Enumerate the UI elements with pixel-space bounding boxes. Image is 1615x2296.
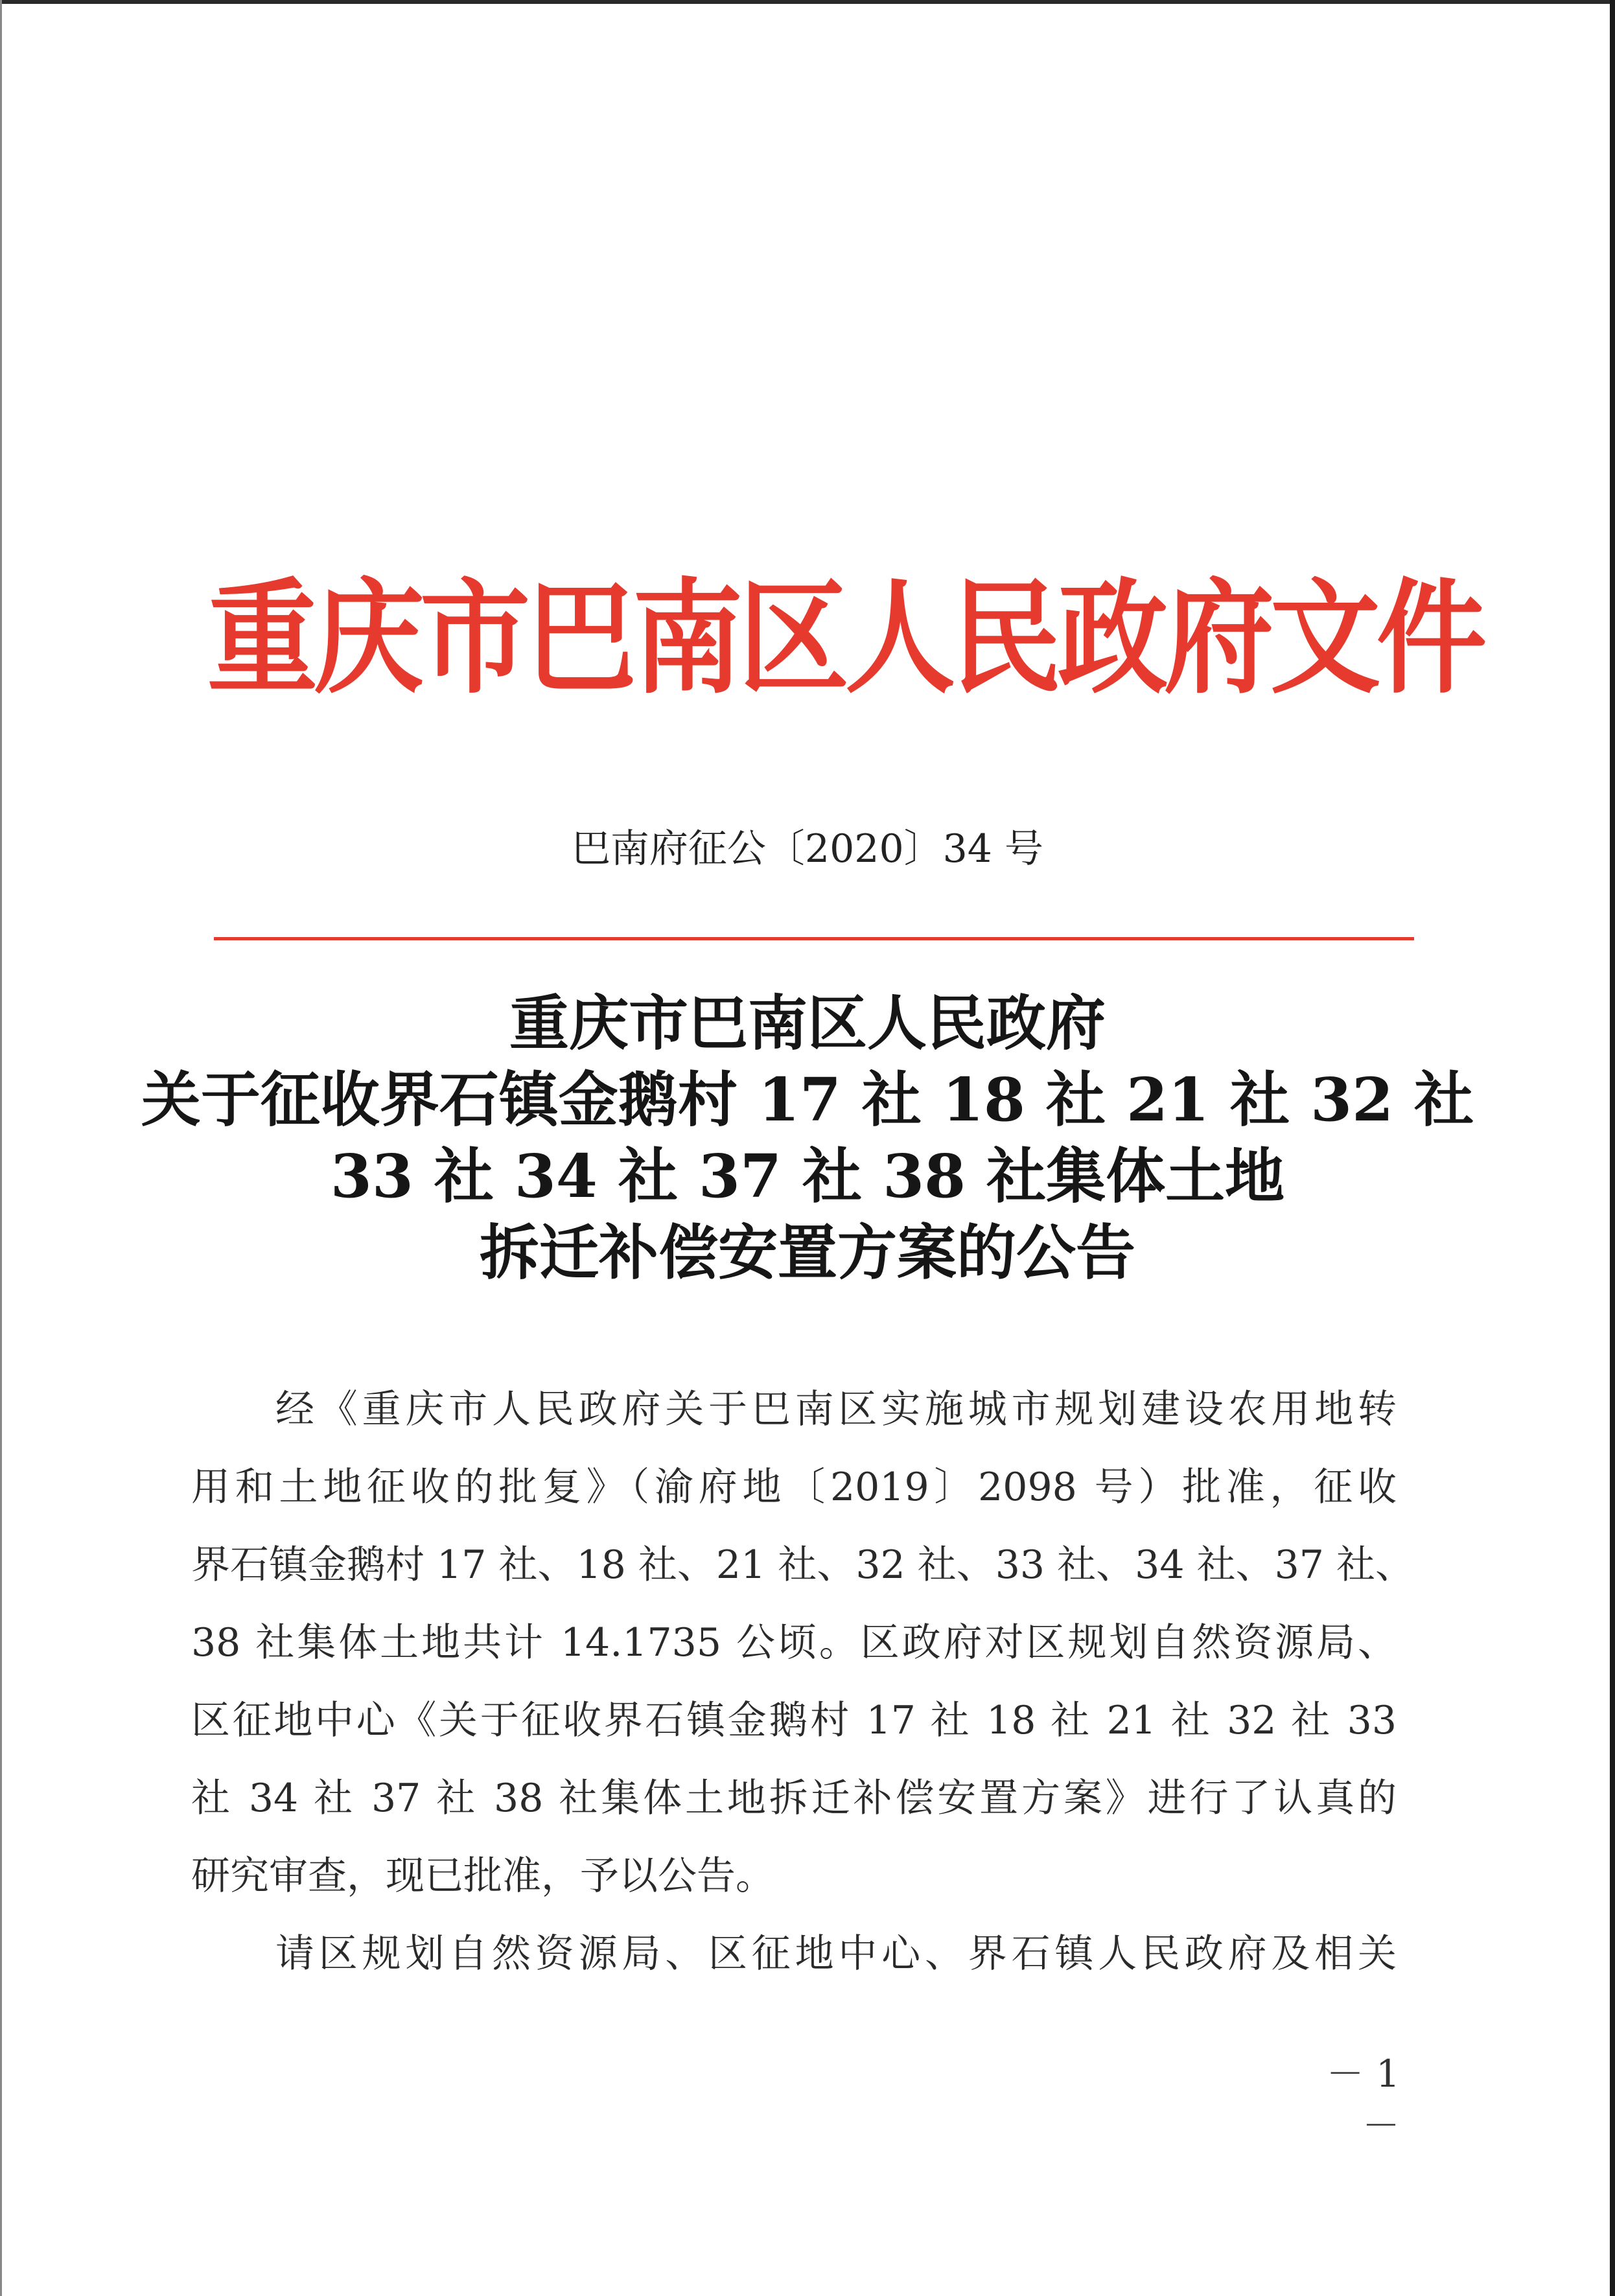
title-line: 关于征收界石镇金鹅村 17 社 18 社 21 社 32 社 xyxy=(141,1065,1474,1135)
body-line: 研究审查，现已批准，予以公告。 xyxy=(191,1853,774,1899)
page-number: － 1 － xyxy=(1326,2052,1400,2148)
body-line: 社 34 社 37 社 38 社集体土地拆迁补偿安置方案》进行了认真的 xyxy=(191,1776,1397,1821)
body-line: 38 社集体土地共计 14.1735 公顷。区政府对区规划自然资源局、 xyxy=(191,1620,1397,1665)
body-line: 界石镇金鹅村 17 社、18 社、21 社、32 社、33 社、34 社、37 社、 xyxy=(191,1542,1415,1588)
masthead-title: 重庆市巴南区人民政府文件 xyxy=(207,566,1483,711)
body-line: 请区规划自然资源局、区征地中心、界石镇人民政府及相关 xyxy=(275,1931,1397,1977)
title-line: 33 社 34 社 37 社 38 社集体土地 xyxy=(330,1141,1285,1211)
title-line: 重庆市巴南区人民政府 xyxy=(509,988,1106,1058)
notice-title xyxy=(0,985,1615,1291)
scan-edge-top xyxy=(0,0,1615,4)
body-text xyxy=(191,1371,1415,1993)
body-line: 区征地中心《关于征收界石镇金鹅村 17 社 18 社 21 社 32 社 33 xyxy=(191,1698,1397,1743)
document-number: 巴南府征公〔2020〕34 号 xyxy=(571,826,1044,872)
body-line: 经《重庆市人民政府关于巴南区实施城市规划建设农用地转 xyxy=(275,1387,1397,1432)
body-line: 用和土地征收的批复》（渝府地〔2019〕2098 号）批准，征收 xyxy=(191,1465,1397,1510)
title-line: 拆迁补偿安置方案的公告 xyxy=(479,1218,1135,1288)
red-divider xyxy=(214,937,1414,940)
